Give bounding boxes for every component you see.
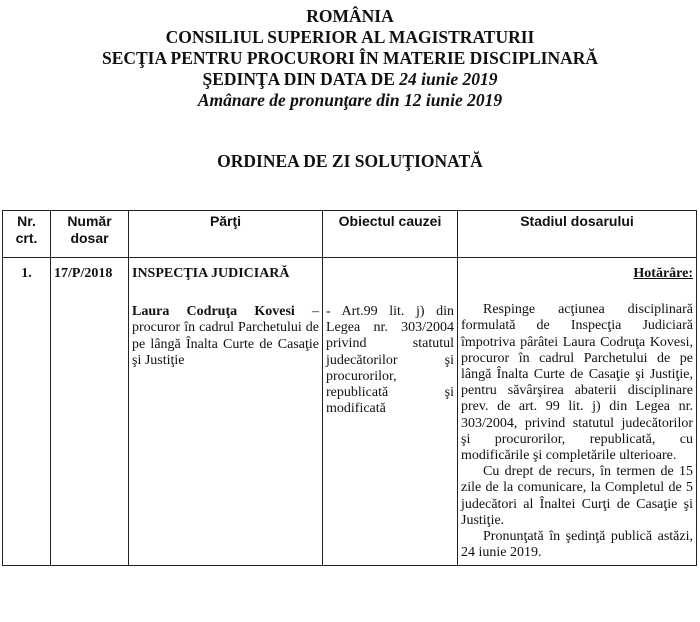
verdict-label: Hotărâre: xyxy=(633,266,693,281)
header-dosar: Număr dosar xyxy=(51,211,129,258)
council-title: CONSILIUL SUPERIOR AL MAGISTRATURII xyxy=(165,27,535,47)
table-row xyxy=(3,258,697,566)
agenda-title: ORDINEA DE ZI SOLUŢIONATĂ xyxy=(217,151,483,171)
postponement-line: Amânare de pronunţare din 12 iunie 2019 xyxy=(197,90,503,110)
cell-stadiu xyxy=(458,258,697,566)
verdict-paragraph-2: Cu drept de recurs, în termen de 15 zile de la comunicare, la Completul de 5 judecători al Înaltei Curţi de Casaţie şi Justiţie. xyxy=(461,464,693,528)
verdict-paragraph-1: Respinge acţiunea disciplinară formulată de Inspecţia Judiciară împotriva pârâtei Laura Codruţa Kovesi, procuror în cadrul Parchetului de pe lângă Înalta Curte de Casaţie şi Justiţie, pentru săvârşirea abaterii disciplinare prev. de art. 99 lit. j) din Legea nr. 303/2004, privind statutul judecătorilor şi procurorilor, republicată, cu modificările şi completările ulterioare. xyxy=(461,302,693,464)
cell-nr: 1. xyxy=(3,258,51,566)
header-stadiu: Stadiul dosarului xyxy=(458,211,697,258)
header-parti: Părţi xyxy=(129,211,323,258)
country-title: ROMÂNIA xyxy=(306,6,394,26)
plaintiff: INSPECŢIA JUDICIARĂ xyxy=(132,266,290,281)
session-date: 24 iunie 2019 xyxy=(399,69,498,89)
section-title: SECŢIA PENTRU PROCURORI ÎN MATERIE DISCIPLINARĂ xyxy=(101,48,599,68)
defendant-description: – procuror în cadrul Parchetului de pe lângă Înalta Curte de Casaţie şi Justiţie xyxy=(132,304,319,368)
header-obiect: Obiectul cauzei xyxy=(323,211,458,258)
cases-table xyxy=(2,210,697,566)
verdict-paragraph-3: Pronunţată în şedinţă publică astăzi, 24 iunie 2019. xyxy=(461,529,693,561)
defendant-name: Laura Codruţa Kovesi xyxy=(132,304,295,320)
cell-obiect: - Art.99 lit. j) din Legea nr. 303/2004 privind statutul judecătorilor şi procurorilor, republicată şi modificată xyxy=(323,258,458,566)
session-prefix: ŞEDINŢA DIN DATA DE xyxy=(202,69,395,89)
header-nr: Nr. crt. xyxy=(3,211,51,258)
cell-dosar: 17/P/2018 xyxy=(51,258,129,566)
table-header-row xyxy=(3,211,697,258)
session-line xyxy=(0,69,700,90)
defendant xyxy=(132,304,319,369)
document-header xyxy=(0,6,700,111)
cell-parti xyxy=(129,258,323,566)
